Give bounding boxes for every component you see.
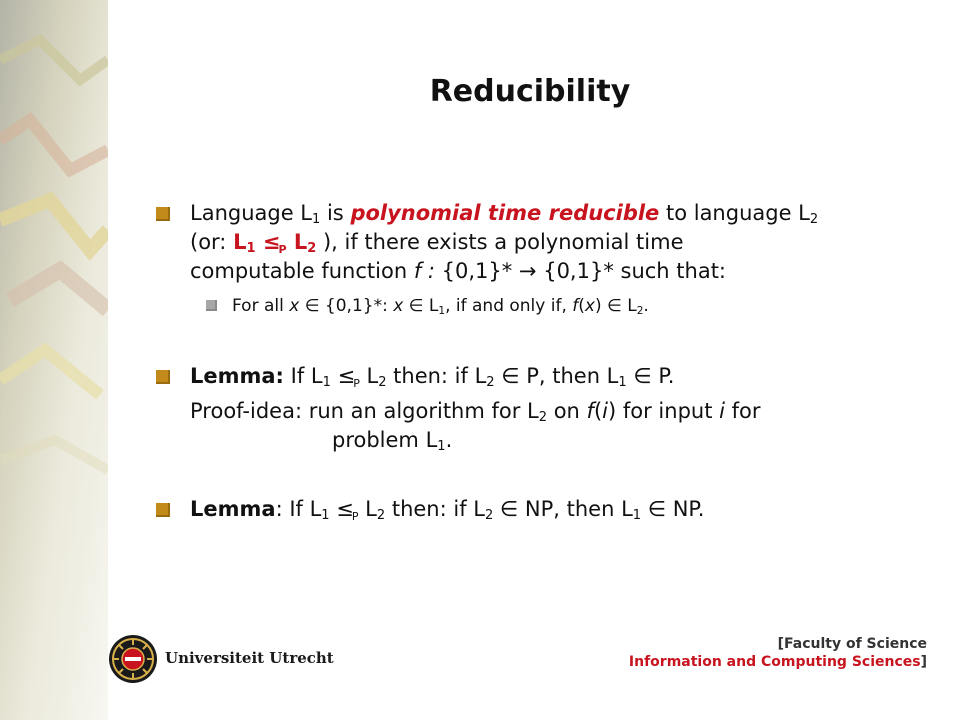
- sub-bullet-marker: [206, 300, 217, 311]
- lemma-2-statement: Lemma: If $L_1 \le P$ $L_2$ then: if $L_2$ ∈ NP, then $L_1$ ∈ NP.: [190, 497, 705, 523]
- faculty-label: [Faculty of Science: [777, 636, 927, 652]
- university-seal-logo: [108, 633, 158, 685]
- sub-bullet-line: For all x ∈ {0,1}*: x ∈ $L_1$, if and only if, f(x) ∈ $L_2$.: [232, 296, 649, 317]
- reduction-notation: $L_1 \le P$ $L_2$: [233, 230, 317, 256]
- university-name: Universiteit Utrecht: [165, 649, 334, 667]
- slide-title: Reducibility: [429, 74, 631, 109]
- decorative-sidebar-image: [0, 0, 108, 720]
- bullet-1-line-1: Language $L_1$ is polynomial time reducible to language $L_2$: [190, 201, 819, 227]
- bullet-marker: [156, 503, 170, 517]
- bullet-1-line-2: (or: $L_1 \le P$ $L_2$ ), if there exists a polynomial time: [190, 230, 684, 256]
- bullet-1-line-3: computable function f : {0,1}* → {0,1}* such that:: [190, 259, 727, 283]
- lemma-1-proof-line-1: Proof-idea: run an algorithm for $L_2$ on f(i) for input i for: [190, 399, 761, 425]
- lemma-1-proof-line-2: problem $L_1$.: [332, 428, 453, 454]
- bullet-marker: [156, 370, 170, 384]
- bullet-marker: [156, 207, 170, 221]
- emphasis-term: polynomial time reducible: [350, 201, 660, 225]
- lemma-1-statement: Lemma: If $L_1 \le P$ $L_2$ then: if $L_2$ ∈ P, then $L_1$ ∈ P.: [190, 364, 675, 390]
- department-label: Information and Computing Sciences]: [628, 654, 927, 670]
